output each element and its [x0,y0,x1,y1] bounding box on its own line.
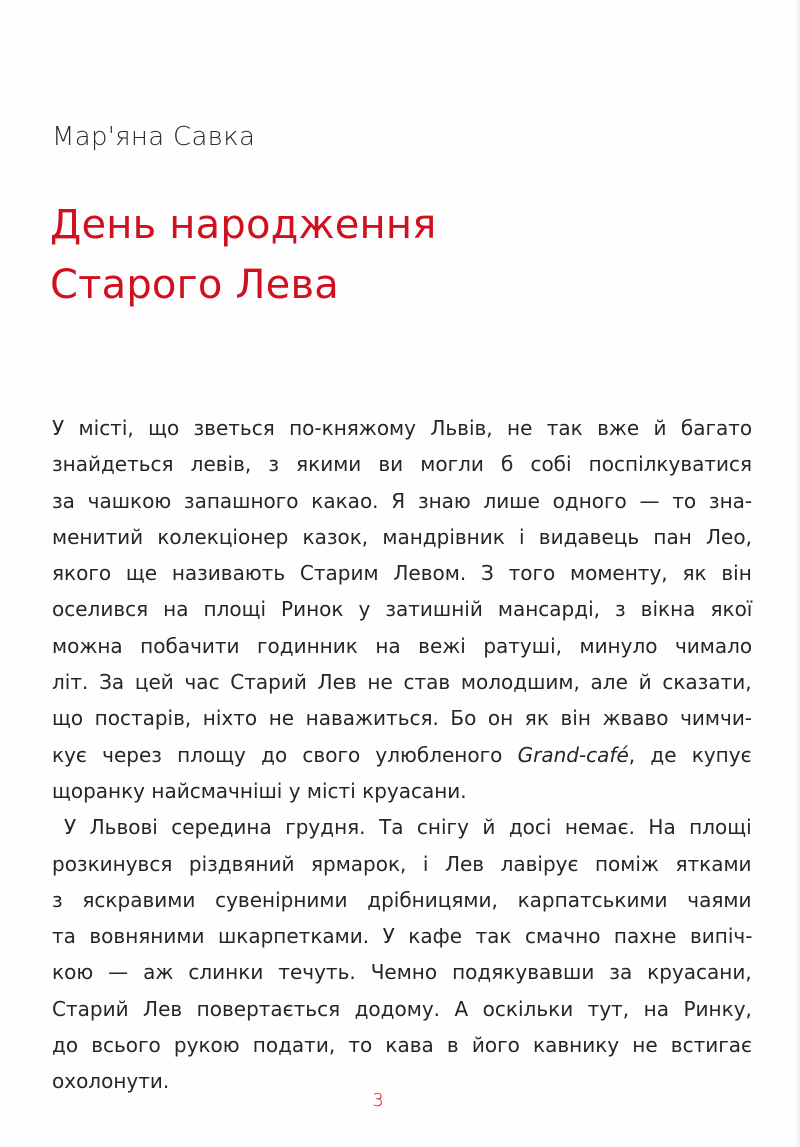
text-line: за чашкою запашного какао. Я знаю лише одного — то зна- [52,488,753,513]
text-line: що постарів, ніхто не наважиться. Бо он як він жваво чимчи- [52,706,753,731]
text-line: розкинувся різдвяний ярмарок, і Лев лавірує поміж ятками [52,851,752,876]
text-line: менитий колекціонер казок, мандрівник і видавець пан Лео, [52,524,752,549]
italic-cafe-name: Grand-café [517,742,629,767]
text-line [52,737,752,773]
text-line: знайдеться левів, з якими ви могли б собі поспілкуватися [52,452,753,477]
story-title-line-2: Старого Лева [50,262,339,308]
text-line: літ. За цей час Старий Лев не став молодшим, але й сказати, [52,670,752,695]
author-name: Мар'яна Савка [52,122,256,152]
page-number: 3 [372,1090,384,1111]
text-line: щоранку найсмачніші у місті круасани. [52,778,467,803]
text-line: охолонути. [52,1069,170,1094]
text-line: з яскравими сувенірними дрібницями, карпатськими чаями [52,887,752,912]
text-line: та вовняними шкарпетками. У кафе так смачно пахне випіч- [52,924,753,949]
text-segment: кує через площу до свого улюбленого [52,742,518,767]
text-line: до всього рукою подати, то кава в його кавнику не встигає [52,1033,752,1058]
text-line: якого ще називають Старим Левом. З того моменту, як він [52,561,752,586]
text-line: У Львові середина грудня. Та снігу й досі немає. На площі [64,815,752,840]
story-title [50,195,437,315]
text-line: У місті, що зветься по-княжому Львів, не так вже й багато [52,416,753,440]
text-line: можна побачити годинник на вежі ратуші, минуло чимало [52,633,753,658]
text-line: оселився на площі Ринок у затишній мансарді, з вікна якої [52,597,753,622]
story-text [52,410,752,1100]
text-line: Старий Лев повертається додому. А оскільки тут, на Ринку, [52,996,752,1021]
text-line: кою — аж слинки течуть. Чемно подякувавши за круасани, [52,960,752,985]
story-title-line-1: День народження [50,202,437,248]
text-segment: , де купує [628,742,752,767]
page-edge [796,0,800,1147]
